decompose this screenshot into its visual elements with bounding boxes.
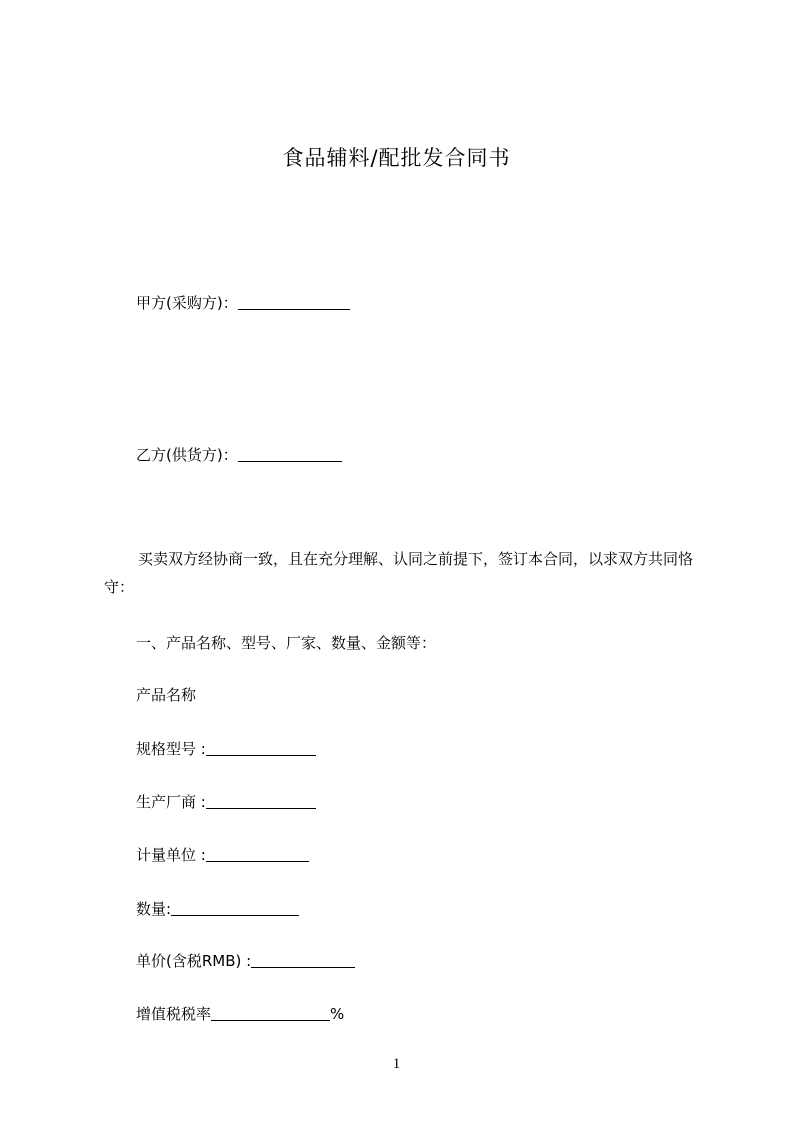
field-product-name: 产品名称 [136, 686, 197, 704]
field-unit-price-line [136, 950, 355, 971]
field-vat-blank [211, 1019, 330, 1021]
field-manufacturer-line [136, 791, 316, 812]
page-number: 1 [392, 1056, 401, 1072]
party-a-line [136, 292, 350, 313]
party-b-line [136, 444, 342, 465]
party-b-blank [238, 460, 342, 462]
field-vat-label: 增值税税率 [136, 1005, 212, 1023]
party-a-blank [238, 308, 350, 310]
document-title: 食品辅料/配批发合同书 [282, 146, 511, 170]
party-b-label: 乙方(供货方)： [136, 446, 238, 464]
field-vat-line [136, 1003, 344, 1024]
field-unit-price-blank [251, 966, 355, 968]
field-unit-price-label: 单价(含税RMB) : [136, 952, 252, 970]
field-unit-blank [206, 860, 309, 862]
party-a-label: 甲方(采购方)： [136, 294, 238, 312]
field-spec-blank [206, 754, 316, 756]
field-quantity-line [136, 898, 299, 919]
field-spec-label: 规格型号 : [136, 740, 206, 758]
field-unit-label: 计量单位 : [136, 846, 206, 864]
field-vat-suffix: % [330, 1005, 345, 1023]
field-unit-line [136, 844, 309, 865]
field-manufacturer-label: 生产厂商 : [136, 793, 206, 811]
section1-heading: 一、产品名称、型号、厂家、数量、金额等： [136, 634, 437, 652]
field-spec-line [136, 738, 316, 759]
field-quantity-label: 数量: [136, 900, 172, 918]
field-manufacturer-blank [206, 807, 316, 809]
intro-paragraph: 买卖双方经协商一致，且在充分理解、认同之前提下，签订本合同，以求双方共同恪守： [104, 550, 694, 596]
field-quantity-blank [171, 914, 299, 916]
